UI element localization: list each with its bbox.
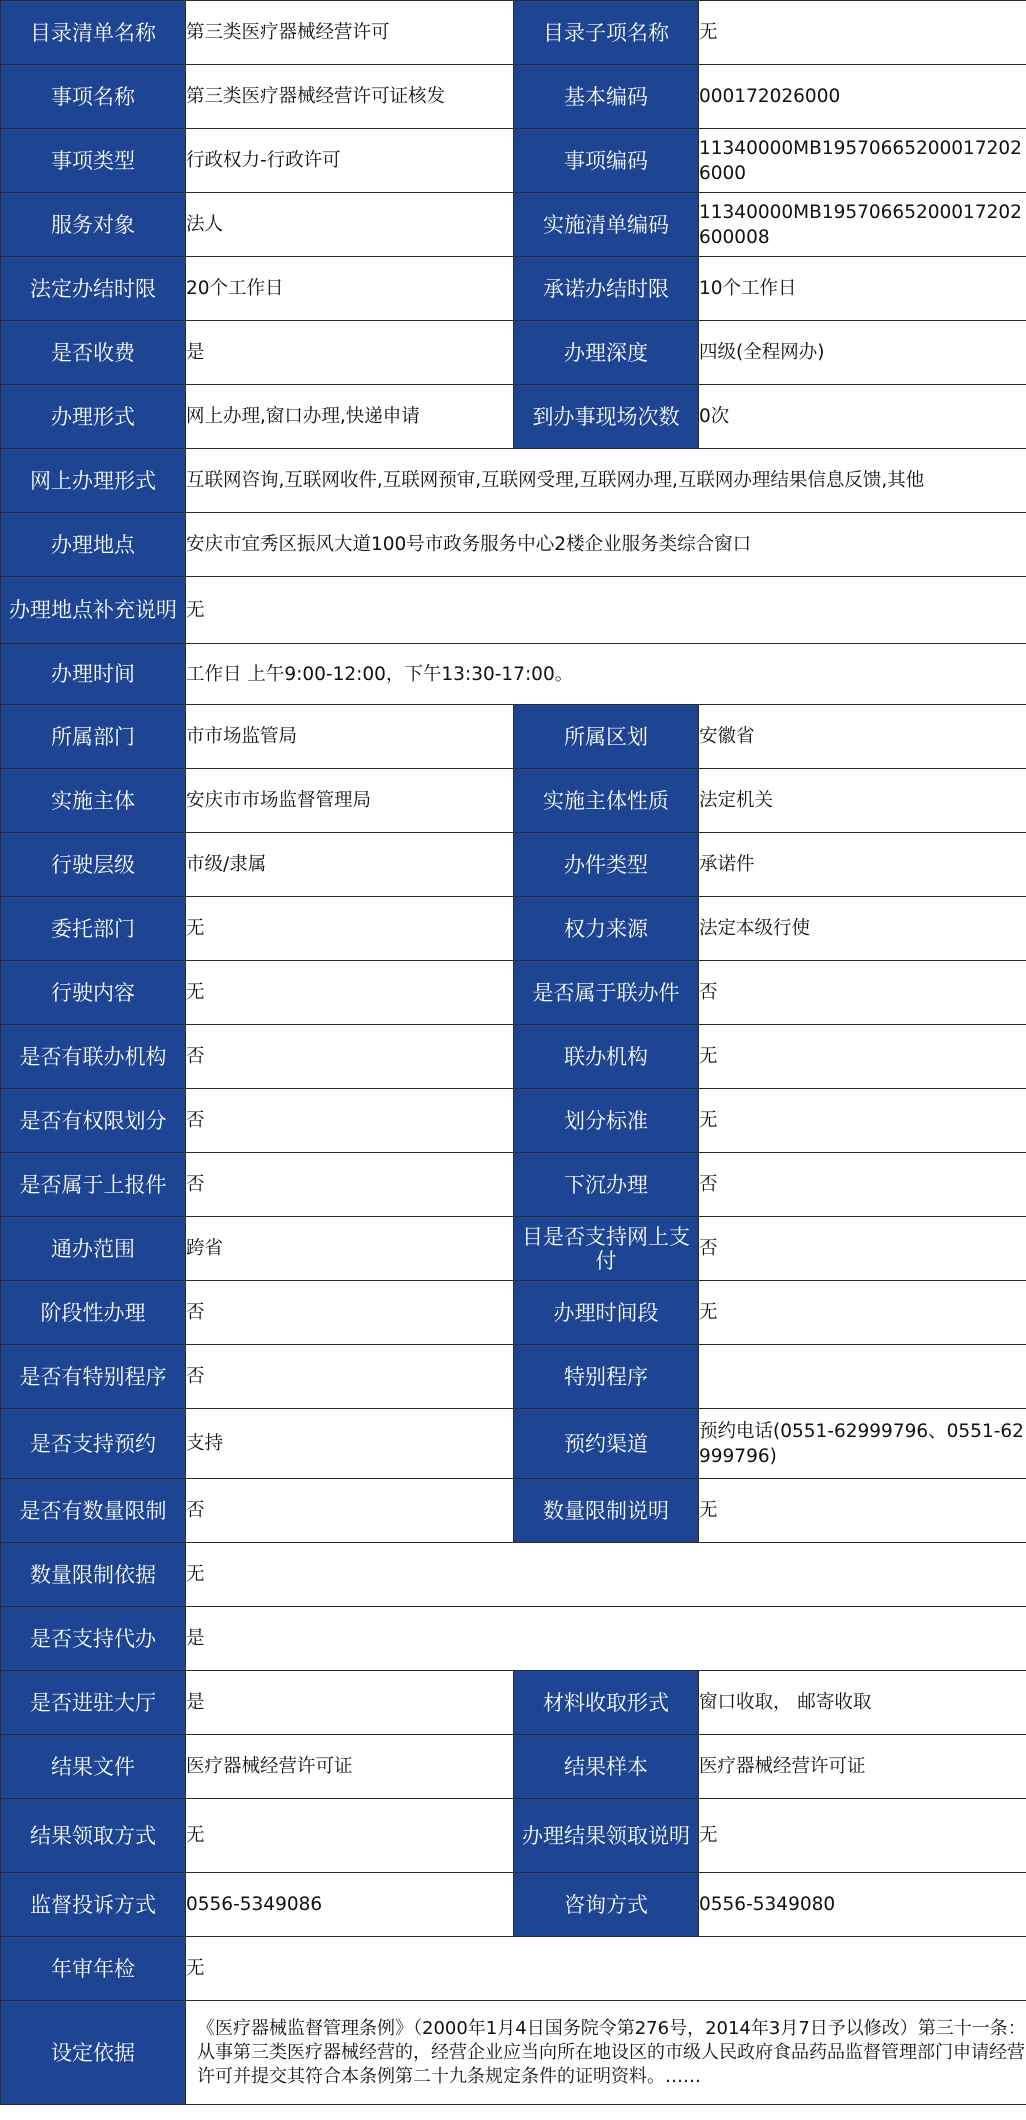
- info-row: [1, 1543, 1026, 1607]
- field-label: 设定依据: [1, 2001, 186, 2105]
- field-value: 市级/隶属: [186, 833, 514, 897]
- field-label: 下沉办理: [514, 1153, 699, 1217]
- field-value: 否: [186, 1479, 514, 1543]
- field-value: 20个工作日: [186, 257, 514, 321]
- field-label: 行驶层级: [1, 833, 186, 897]
- field-value: 11340000MB195706652000172026000: [699, 129, 1026, 193]
- field-value: 0556-5349086: [186, 1873, 514, 1937]
- info-row: [1, 1873, 1026, 1937]
- info-row: [1, 65, 1026, 129]
- field-label: 结果领取方式: [1, 1799, 186, 1873]
- field-label: 是否收费: [1, 321, 186, 385]
- field-value: 11340000MB19570665200017202600008: [699, 193, 1026, 257]
- field-label: 咨询方式: [514, 1873, 699, 1937]
- field-value: 否: [186, 1345, 514, 1409]
- field-value: 四级(全程网办): [699, 321, 1026, 385]
- field-label: 数量限制依据: [1, 1543, 186, 1607]
- info-row: [1, 1281, 1026, 1345]
- field-value: 无: [699, 1, 1026, 65]
- info-row: [1, 1735, 1026, 1799]
- field-label: 办理时间: [1, 644, 186, 705]
- info-row: [1, 1607, 1026, 1671]
- field-label: 到办事现场次数: [514, 385, 699, 449]
- field-label: 预约渠道: [514, 1409, 699, 1479]
- field-label: 法定办结时限: [1, 257, 186, 321]
- field-value: 无: [186, 1937, 1026, 2001]
- field-label: 办理深度: [514, 321, 699, 385]
- info-row: [1, 897, 1026, 961]
- field-value: 否: [699, 1217, 1026, 1281]
- field-value: 法定本级行使: [699, 897, 1026, 961]
- field-value: 第三类医疗器械经营许可证核发: [186, 65, 514, 129]
- field-value: 市市场监管局: [186, 705, 514, 769]
- field-value: 安徽省: [699, 705, 1026, 769]
- field-label: 办理结果领取说明: [514, 1799, 699, 1873]
- field-value: 否: [186, 1089, 514, 1153]
- field-label: 目是否支持网上支付: [514, 1217, 699, 1281]
- field-value: 安庆市宜秀区振风大道100号市政务服务中心2楼企业服务类综合窗口: [186, 513, 1026, 577]
- info-row: [1, 1025, 1026, 1089]
- field-value: 跨省: [186, 1217, 514, 1281]
- field-label: 承诺办结时限: [514, 257, 699, 321]
- field-value: 第三类医疗器械经营许可: [186, 1, 514, 65]
- field-value: 法人: [186, 193, 514, 257]
- field-value: 安庆市市场监督管理局: [186, 769, 514, 833]
- info-row: [1, 577, 1026, 644]
- field-value: 10个工作日: [699, 257, 1026, 321]
- field-label: 结果样本: [514, 1735, 699, 1799]
- field-label: 是否进驻大厅: [1, 1671, 186, 1735]
- field-label: 数量限制说明: [514, 1479, 699, 1543]
- field-label: 所属部门: [1, 705, 186, 769]
- field-value: 否: [699, 961, 1026, 1025]
- field-value: 无: [699, 1025, 1026, 1089]
- info-row: [1, 385, 1026, 449]
- field-value: [699, 1345, 1026, 1409]
- field-value: 窗口收取， 邮寄收取: [699, 1671, 1026, 1735]
- info-row: [1, 129, 1026, 193]
- field-value: 否: [186, 1153, 514, 1217]
- field-value: 否: [699, 1153, 1026, 1217]
- info-row: [1, 961, 1026, 1025]
- field-value: 承诺件: [699, 833, 1026, 897]
- field-value: 无: [186, 577, 1026, 644]
- field-label: 权力来源: [514, 897, 699, 961]
- info-row: [1, 1089, 1026, 1153]
- info-row: [1, 1153, 1026, 1217]
- field-value: 否: [186, 1281, 514, 1345]
- field-value: 行政权力-行政许可: [186, 129, 514, 193]
- field-label: 服务对象: [1, 193, 186, 257]
- field-label: 联办机构: [514, 1025, 699, 1089]
- field-value: 医疗器械经营许可证: [699, 1735, 1026, 1799]
- field-value: 《医疗器械监督管理条例》（2000年1月4日国务院令第276号，2014年3月7日予以修改）第三十一条：从事第三类医疗器械经营的，经营企业应当向所在地设区的市级人民政府食品药品监督管理部门申请经营许可并提交其符合本条例第二十九条规定条件的证明资料。……: [186, 2001, 1026, 2105]
- field-value: 支持: [186, 1409, 514, 1479]
- field-value: 0次: [699, 385, 1026, 449]
- field-label: 目录清单名称: [1, 1, 186, 65]
- info-row: [1, 705, 1026, 769]
- info-row: [1, 1937, 1026, 2001]
- info-row: [1, 1, 1026, 65]
- field-label: 年审年检: [1, 1937, 186, 2001]
- info-row: [1, 1409, 1026, 1479]
- field-value: 0556-5349080: [699, 1873, 1026, 1937]
- field-value: 是: [186, 321, 514, 385]
- field-label: 行驶内容: [1, 961, 186, 1025]
- field-label: 是否属于上报件: [1, 1153, 186, 1217]
- field-label: 实施清单编码: [514, 193, 699, 257]
- field-label: 办理时间段: [514, 1281, 699, 1345]
- info-row: [1, 257, 1026, 321]
- info-row: [1, 1217, 1026, 1281]
- field-label: 是否支持预约: [1, 1409, 186, 1479]
- field-value: 无: [186, 1543, 1026, 1607]
- field-value: 网上办理,窗口办理,快递申请: [186, 385, 514, 449]
- field-value: 互联网咨询,互联网收件,互联网预审,互联网受理,互联网办理,互联网办理结果信息反馈,其他: [186, 449, 1026, 513]
- field-label: 办理地点: [1, 513, 186, 577]
- field-label: 监督投诉方式: [1, 1873, 186, 1937]
- info-row: [1, 644, 1026, 705]
- field-value: 000172026000: [699, 65, 1026, 129]
- field-value: 是: [186, 1607, 1026, 1671]
- field-value: 预约电话(0551-62999796、0551-62999796): [699, 1409, 1026, 1479]
- field-label: 事项编码: [514, 129, 699, 193]
- field-label: 结果文件: [1, 1735, 186, 1799]
- field-label: 事项名称: [1, 65, 186, 129]
- info-row: [1, 321, 1026, 385]
- info-row: [1, 769, 1026, 833]
- field-value: 否: [186, 1025, 514, 1089]
- field-label: 材料收取形式: [514, 1671, 699, 1735]
- field-label: 基本编码: [514, 65, 699, 129]
- field-value: 是: [186, 1671, 514, 1735]
- field-value: 医疗器械经营许可证: [186, 1735, 514, 1799]
- field-label: 阶段性办理: [1, 1281, 186, 1345]
- field-label: 实施主体性质: [514, 769, 699, 833]
- info-row: [1, 1345, 1026, 1409]
- matter-info-body: [1, 1, 1026, 2105]
- info-row: [1, 1479, 1026, 1543]
- field-label: 是否有数量限制: [1, 1479, 186, 1543]
- field-value: 工作日 上午9:00-12:00，下午13:30-17:00。: [186, 644, 1026, 705]
- field-label: 通办范围: [1, 1217, 186, 1281]
- field-label: 是否有特别程序: [1, 1345, 186, 1409]
- field-label: 是否属于联办件: [514, 961, 699, 1025]
- info-row: [1, 449, 1026, 513]
- field-value: 无: [186, 961, 514, 1025]
- field-label: 实施主体: [1, 769, 186, 833]
- info-row: [1, 1671, 1026, 1735]
- field-value: 无: [186, 897, 514, 961]
- field-value: 无: [699, 1281, 1026, 1345]
- field-label: 是否有联办机构: [1, 1025, 186, 1089]
- field-label: 是否支持代办: [1, 1607, 186, 1671]
- info-row: [1, 2001, 1026, 2105]
- field-label: 划分标准: [514, 1089, 699, 1153]
- field-label: 网上办理形式: [1, 449, 186, 513]
- field-label: 办理形式: [1, 385, 186, 449]
- field-label: 委托部门: [1, 897, 186, 961]
- info-row: [1, 833, 1026, 897]
- field-value: 无: [699, 1089, 1026, 1153]
- field-label: 办件类型: [514, 833, 699, 897]
- field-value: 法定机关: [699, 769, 1026, 833]
- field-label: 所属区划: [514, 705, 699, 769]
- field-value: 无: [699, 1799, 1026, 1873]
- info-row: [1, 193, 1026, 257]
- field-label: 目录子项名称: [514, 1, 699, 65]
- field-value: 无: [699, 1479, 1026, 1543]
- field-label: 是否有权限划分: [1, 1089, 186, 1153]
- info-row: [1, 513, 1026, 577]
- field-label: 办理地点补充说明: [1, 577, 186, 644]
- field-label: 事项类型: [1, 129, 186, 193]
- info-row: [1, 1799, 1026, 1873]
- field-value: 无: [186, 1799, 514, 1873]
- field-label: 特别程序: [514, 1345, 699, 1409]
